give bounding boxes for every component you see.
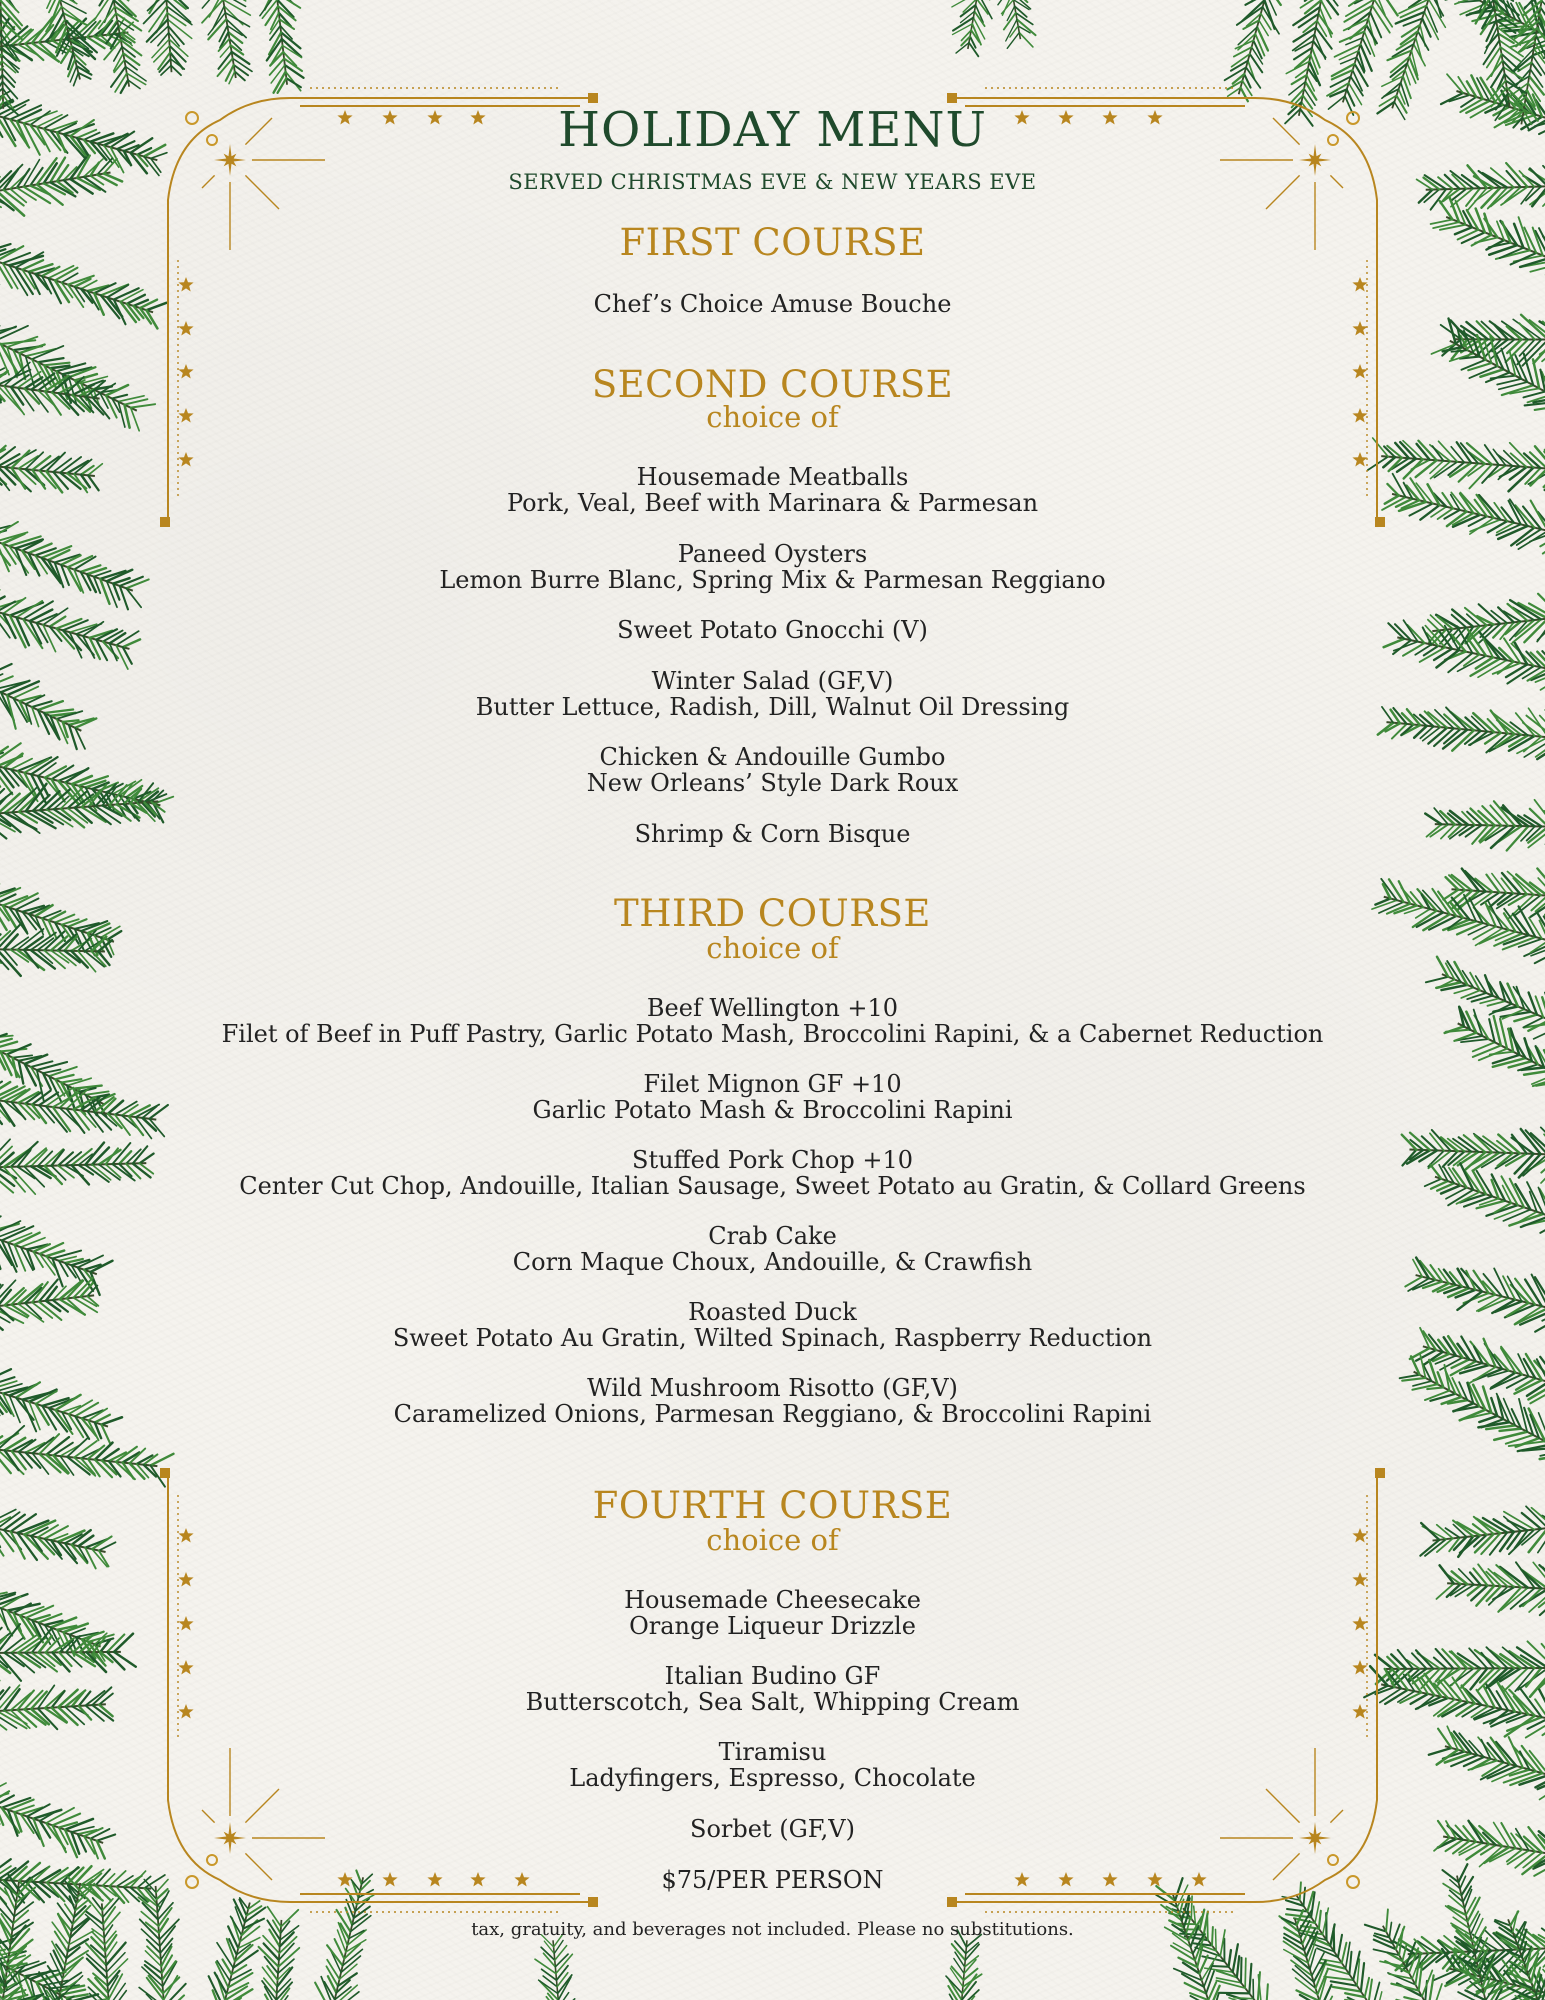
item-name: Crab Cake: [708, 1222, 837, 1250]
item-name: Roasted Duck: [688, 1298, 857, 1326]
menu-subtitle: SERVED CHRISTMAS EVE & NEW YEARS EVE: [508, 170, 1037, 194]
menu-item: [0, 1147, 1545, 1199]
menu-item: [0, 464, 1545, 516]
item-name: Chicken & Andouille Gumbo: [599, 743, 946, 771]
menu-item: [0, 668, 1545, 720]
menu-item: [0, 1663, 1545, 1715]
item-name: Housemade Cheesecake: [624, 1586, 921, 1614]
item-description: Center Cut Chop, Andouille, Italian Sausage, Sweet Potato au Gratin, & Collard Greens: [239, 1172, 1306, 1200]
item-description: Orange Liqueur Drizzle: [629, 1612, 916, 1640]
item-description: Butter Lettuce, Radish, Dill, Walnut Oil Dressing: [475, 693, 1070, 721]
item-description: Corn Maque Choux, Andouille, & Crawfish: [512, 1248, 1033, 1276]
menu-item: [0, 1816, 1545, 1842]
item-description: Caramelized Onions, Parmesan Reggiano, & Broccolini Rapini: [393, 1400, 1152, 1428]
item-name: Beef Wellington +10: [646, 994, 899, 1022]
menu-title: HOLIDAY MENU: [558, 102, 987, 158]
item-name: Winter Salad (GF,V): [651, 667, 894, 695]
item-name: Sweet Potato Gnocchi (V): [617, 616, 928, 644]
item-name: Shrimp & Corn Bisque: [634, 820, 911, 848]
menu-item: [0, 1375, 1545, 1427]
menu-item: [0, 1587, 1545, 1639]
third-course-choice: choice of: [706, 931, 839, 965]
item-description: Ladyfingers, Espresso, Chocolate: [569, 1764, 976, 1792]
menu-item: [0, 291, 1545, 317]
fourth-course-choice: choice of: [706, 1523, 839, 1557]
item-name: Chef’s Choice Amuse Bouche: [593, 290, 952, 318]
menu-item: [0, 617, 1545, 643]
menu-item: [0, 1071, 1545, 1123]
price-label: $75/PER PERSON: [661, 1866, 884, 1894]
menu-item: [0, 744, 1545, 796]
menu-item: [0, 821, 1545, 847]
item-description: Pork, Veal, Beef with Marinara & Parmesan: [506, 489, 1039, 517]
item-description: Butterscotch, Sea Salt, Whipping Cream: [525, 1688, 1020, 1716]
menu-item: [0, 1299, 1545, 1351]
item-name: Wild Mushroom Risotto (GF,V): [587, 1374, 958, 1402]
menu-item: [0, 541, 1545, 593]
item-name: Housemade Meatballs: [636, 463, 909, 491]
item-description: New Orleans’ Style Dark Roux: [586, 769, 959, 797]
item-description: Sweet Potato Au Gratin, Wilted Spinach, Raspberry Reduction: [392, 1324, 1153, 1352]
item-description: Lemon Burre Blanc, Spring Mix & Parmesan Reggiano: [439, 566, 1106, 594]
fourth-course-heading: FOURTH COURSE: [592, 1484, 953, 1527]
item-description: Garlic Potato Mash & Broccolini Rapini: [532, 1096, 1013, 1124]
third-course-heading: THIRD COURSE: [614, 892, 931, 935]
item-name: Sorbet (GF,V): [690, 1815, 855, 1843]
menu-item: [0, 995, 1545, 1047]
item-name: Filet Mignon GF +10: [643, 1070, 902, 1098]
second-course-heading: SECOND COURSE: [591, 363, 954, 406]
item-name: Stuffed Pork Chop +10: [632, 1146, 913, 1174]
item-name: Paneed Oysters: [677, 540, 868, 568]
item-name: Italian Budino GF: [664, 1662, 881, 1690]
second-course-choice: choice of: [706, 400, 839, 434]
item-name: Tiramisu: [718, 1738, 827, 1766]
item-description: Filet of Beef in Puff Pastry, Garlic Potato Mash, Broccolini Rapini, & a Cabernet Reduction: [221, 1020, 1324, 1048]
menu-item: [0, 1739, 1545, 1791]
footnote: tax, gratuity, and beverages not included. Please no substitutions.: [471, 1919, 1074, 1940]
menu-item: [0, 1223, 1545, 1275]
first-course-heading: FIRST COURSE: [619, 221, 926, 264]
